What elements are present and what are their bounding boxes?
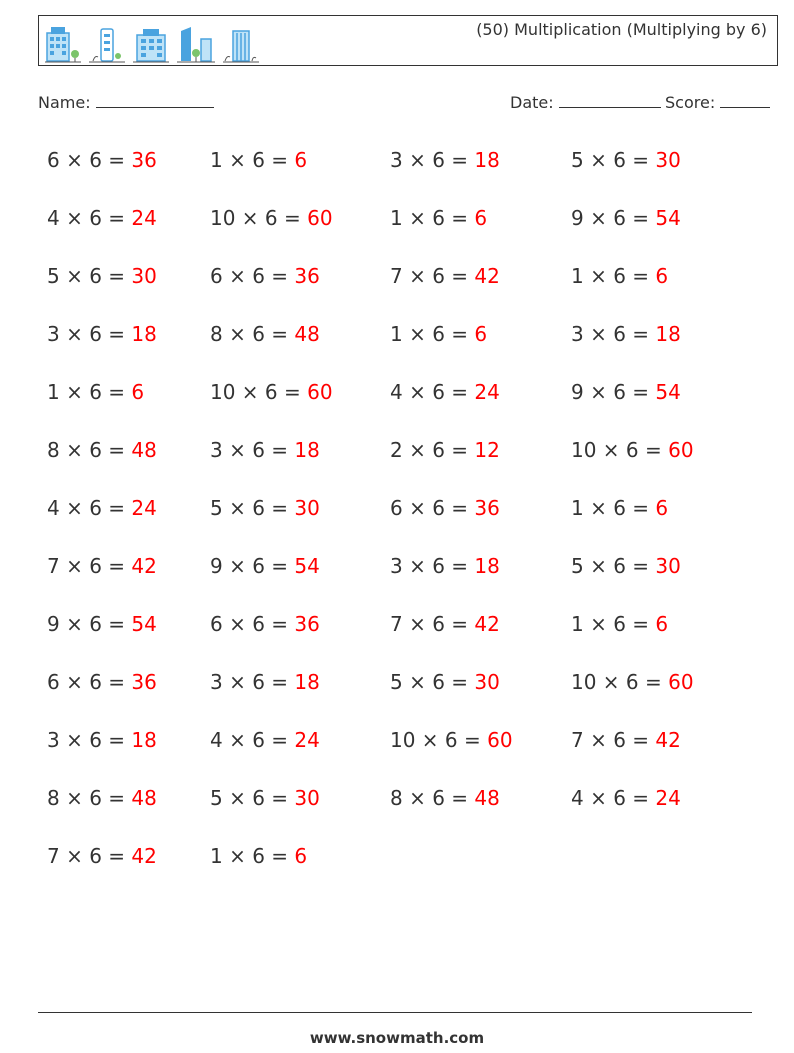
skyscraper-icon — [177, 25, 215, 63]
problem-answer: 18 — [655, 322, 681, 346]
apartment-icon — [133, 25, 169, 63]
problem-answer: 18 — [131, 728, 157, 752]
problem-answer: 48 — [294, 322, 320, 346]
problem — [210, 728, 320, 752]
problem — [210, 844, 307, 868]
problem-answer: 42 — [131, 554, 157, 578]
problem-answer: 42 — [655, 728, 681, 752]
problem — [47, 438, 157, 462]
problem — [390, 612, 500, 636]
problem-question: 8 × 6 = — [390, 786, 475, 810]
problem-answer: 6 — [294, 844, 308, 868]
footer-divider — [38, 1012, 752, 1013]
problem-answer: 48 — [131, 438, 157, 462]
problem-question: 2 × 6 = — [390, 438, 475, 462]
header-box — [38, 15, 778, 66]
problem — [210, 670, 320, 694]
problem — [210, 206, 333, 230]
problem — [571, 148, 681, 172]
problem — [47, 670, 157, 694]
problem-answer: 30 — [655, 554, 681, 578]
problem-answer: 54 — [294, 554, 320, 578]
problem — [390, 670, 500, 694]
problem-question: 5 × 6 = — [390, 670, 475, 694]
building-icons — [45, 21, 259, 63]
problem-answer: 6 — [474, 206, 488, 230]
problem — [390, 786, 500, 810]
problem-answer: 36 — [131, 670, 157, 694]
problem-question: 4 × 6 = — [210, 728, 295, 752]
problem — [571, 264, 668, 288]
problem-question: 8 × 6 = — [210, 322, 295, 346]
problem-question: 1 × 6 = — [390, 322, 475, 346]
name-blank[interactable] — [96, 93, 214, 108]
problem-answer: 30 — [655, 148, 681, 172]
problem-answer: 48 — [474, 786, 500, 810]
problem-answer: 6 — [655, 264, 669, 288]
problem-answer: 54 — [131, 612, 157, 636]
problem-question: 10 × 6 = — [571, 438, 669, 462]
worksheet-title: (50) Multiplication (Multiplying by 6) — [476, 20, 767, 39]
problem-answer: 30 — [294, 496, 320, 520]
problem — [210, 786, 320, 810]
problem — [47, 148, 157, 172]
problem — [210, 148, 307, 172]
problem — [47, 554, 157, 578]
problem-question: 4 × 6 = — [47, 496, 132, 520]
date-label: Date: — [510, 93, 554, 112]
problem-question: 5 × 6 = — [210, 786, 295, 810]
problem-question: 7 × 6 = — [47, 844, 132, 868]
problem-question: 9 × 6 = — [571, 380, 656, 404]
problem-answer: 24 — [294, 728, 320, 752]
problem-answer: 36 — [294, 612, 320, 636]
problem — [571, 380, 681, 404]
problem — [571, 438, 694, 462]
office-tower-icon — [223, 25, 259, 63]
problem-question: 1 × 6 = — [571, 612, 656, 636]
problem-answer: 36 — [294, 264, 320, 288]
problem — [571, 496, 668, 520]
problem — [571, 786, 681, 810]
problem — [390, 554, 500, 578]
problem — [47, 206, 157, 230]
date-blank[interactable] — [559, 93, 661, 108]
problem — [47, 728, 157, 752]
problem-question: 3 × 6 = — [571, 322, 656, 346]
problem — [571, 206, 681, 230]
problem — [390, 380, 500, 404]
problem-question: 4 × 6 = — [390, 380, 475, 404]
problem-answer: 42 — [474, 612, 500, 636]
problem-answer: 30 — [131, 264, 157, 288]
date-field[interactable] — [510, 93, 661, 112]
score-blank[interactable] — [720, 93, 770, 108]
problem-question: 10 × 6 = — [390, 728, 488, 752]
problem-question: 3 × 6 = — [210, 670, 295, 694]
problem-question: 3 × 6 = — [47, 322, 132, 346]
problem-question: 9 × 6 = — [210, 554, 295, 578]
problem-question: 3 × 6 = — [210, 438, 295, 462]
problem-answer: 6 — [131, 380, 145, 404]
problem-question: 3 × 6 = — [390, 554, 475, 578]
problem-answer: 30 — [294, 786, 320, 810]
problem-question: 6 × 6 = — [47, 148, 132, 172]
problem-answer: 6 — [655, 612, 669, 636]
score-field[interactable] — [665, 93, 770, 112]
problem-question: 6 × 6 = — [210, 612, 295, 636]
problem — [47, 786, 157, 810]
problem-question: 1 × 6 = — [210, 148, 295, 172]
problem-answer: 36 — [131, 148, 157, 172]
tower-icon — [89, 25, 125, 63]
problem-question: 5 × 6 = — [571, 148, 656, 172]
problem-question: 6 × 6 = — [210, 264, 295, 288]
problem-answer: 42 — [474, 264, 500, 288]
score-label: Score: — [665, 93, 716, 112]
problem — [390, 496, 500, 520]
problem-question: 4 × 6 = — [571, 786, 656, 810]
problem-question: 6 × 6 = — [390, 496, 475, 520]
problem-question: 5 × 6 = — [47, 264, 132, 288]
problem-answer: 18 — [131, 322, 157, 346]
problem-answer: 54 — [655, 380, 681, 404]
problem — [47, 322, 157, 346]
problem-answer: 24 — [474, 380, 500, 404]
problem — [390, 322, 487, 346]
problem-answer: 18 — [294, 670, 320, 694]
problem-question: 1 × 6 = — [47, 380, 132, 404]
problem-question: 3 × 6 = — [47, 728, 132, 752]
problem-question: 10 × 6 = — [210, 206, 308, 230]
problem — [390, 264, 500, 288]
problem-question: 5 × 6 = — [571, 554, 656, 578]
problem — [47, 264, 157, 288]
problem — [390, 728, 513, 752]
problem-question: 8 × 6 = — [47, 438, 132, 462]
problem-answer: 30 — [474, 670, 500, 694]
problem-question: 10 × 6 = — [210, 380, 308, 404]
problem-question: 9 × 6 = — [571, 206, 656, 230]
problem — [47, 844, 157, 868]
problem — [571, 322, 681, 346]
problem-answer: 36 — [474, 496, 500, 520]
problem-question: 7 × 6 = — [390, 612, 475, 636]
problem — [210, 438, 320, 462]
problem-question: 1 × 6 = — [571, 496, 656, 520]
problem-answer: 18 — [474, 554, 500, 578]
problem-answer: 60 — [668, 438, 694, 462]
problem-answer: 60 — [487, 728, 513, 752]
footer-url: www.snowmath.com — [309, 1029, 485, 1047]
problem — [571, 670, 694, 694]
problem — [571, 612, 668, 636]
problem — [47, 612, 157, 636]
problem-question: 8 × 6 = — [47, 786, 132, 810]
problem-answer: 12 — [474, 438, 500, 462]
problem-answer: 48 — [131, 786, 157, 810]
problem — [210, 322, 320, 346]
problem — [210, 264, 320, 288]
problem-question: 7 × 6 = — [47, 554, 132, 578]
problem — [571, 728, 681, 752]
problem-answer: 60 — [307, 380, 333, 404]
problem-answer: 24 — [131, 496, 157, 520]
problem-answer: 24 — [131, 206, 157, 230]
problem-answer: 6 — [655, 496, 669, 520]
problem-question: 7 × 6 = — [571, 728, 656, 752]
problem-question: 1 × 6 = — [210, 844, 295, 868]
name-label: Name: — [38, 93, 91, 112]
problem-question: 1 × 6 = — [390, 206, 475, 230]
problem — [210, 496, 320, 520]
problem — [47, 380, 144, 404]
problem-answer: 18 — [474, 148, 500, 172]
name-field[interactable] — [38, 93, 214, 112]
problem-answer: 60 — [307, 206, 333, 230]
problem — [210, 612, 320, 636]
problem — [390, 438, 500, 462]
problem — [47, 496, 157, 520]
problem-answer: 24 — [655, 786, 681, 810]
problem — [571, 554, 681, 578]
problem-answer: 54 — [655, 206, 681, 230]
problem-question: 3 × 6 = — [390, 148, 475, 172]
problem-question: 5 × 6 = — [210, 496, 295, 520]
problem-question: 7 × 6 = — [390, 264, 475, 288]
problem-answer: 6 — [294, 148, 308, 172]
problem — [390, 148, 500, 172]
problem-answer: 60 — [668, 670, 694, 694]
problem — [210, 380, 333, 404]
problem-question: 4 × 6 = — [47, 206, 132, 230]
problem-question: 9 × 6 = — [47, 612, 132, 636]
problem-answer: 18 — [294, 438, 320, 462]
problem-answer: 6 — [474, 322, 488, 346]
problem — [210, 554, 320, 578]
problem — [390, 206, 487, 230]
building-icon — [45, 25, 81, 63]
problem-question: 6 × 6 = — [47, 670, 132, 694]
problem-question: 10 × 6 = — [571, 670, 669, 694]
problem-answer: 42 — [131, 844, 157, 868]
problem-question: 1 × 6 = — [571, 264, 656, 288]
